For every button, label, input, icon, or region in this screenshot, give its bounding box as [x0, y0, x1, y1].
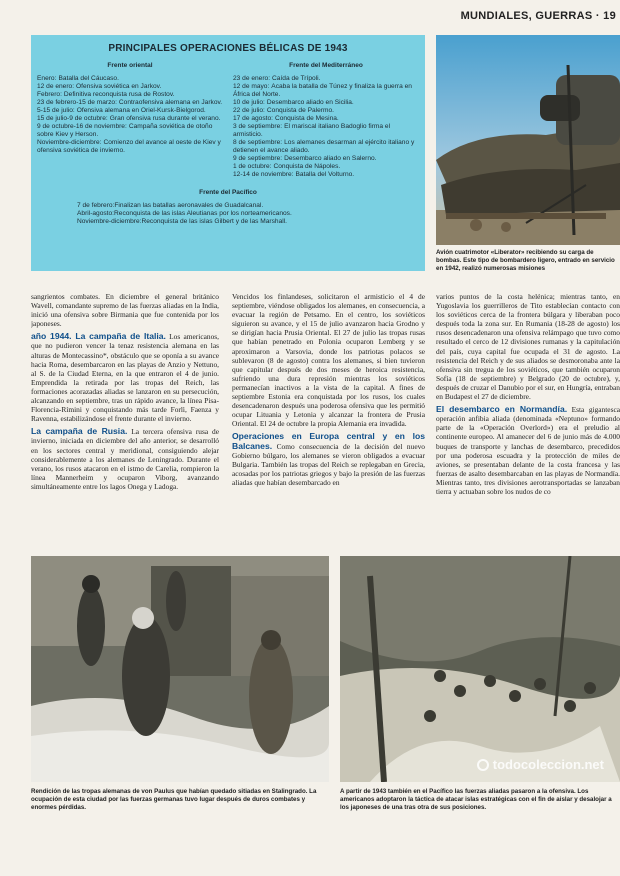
operation-date: 12 de enero: [37, 83, 75, 90]
operation-date: Noviembre-diciembre: [77, 218, 142, 225]
paragraph: Como consecuencia de la decisión del nuevo Gobierno búlgaro, los alemanes se vieron obligados a evacuar Bulgaria. También las tropas del Reich se replegaban en Grecia, acosadas por los patriotas griegos y bajo la presión de las fuerzas aliadas que habían desembarcado en [232, 441, 425, 487]
operation-item [37, 107, 223, 115]
running-head: MUNDIALES, GUERRAS · 19 [460, 10, 616, 22]
operation-date: Enero: [37, 75, 57, 82]
operation-item [233, 99, 419, 107]
operations-box [31, 35, 425, 271]
operation-text: Batalla del Volturno. [295, 171, 355, 178]
watermark [477, 757, 604, 772]
pacific-photo [340, 556, 620, 782]
operation-date: 23 de enero: [233, 75, 271, 82]
operation-date: 9 de octubre-16 de noviembre: [37, 123, 127, 130]
operation-date: 7 de febrero: [77, 202, 115, 209]
operation-date: 8 de septiembre: [233, 139, 283, 146]
operation-item [37, 83, 223, 91]
operation-text: Reconquista de las islas Gilbert y de las Marshall. [141, 218, 287, 225]
operation-text: Gran ofensiva rusa durante el verano. [109, 115, 221, 122]
operation-date: 15 de julio-9 de octubre: [37, 115, 108, 122]
operation-text: Conquista de Palermo. [266, 107, 334, 114]
section-heading: Operaciones en Europa central y en los Balcanes. [232, 431, 425, 451]
eastern-front-column [37, 62, 223, 179]
operation-text: Desembarco aliado en Sicilia. [266, 99, 354, 106]
operation-date: 3 de septiembre: [233, 123, 283, 130]
operation-text: Desembarco aliado en Salerno. [284, 155, 377, 162]
section-heading: El desembarco en Normandía. [436, 404, 568, 415]
operation-text: Ofensiva soviética en Jarkov. [76, 83, 162, 90]
operation-item [233, 171, 419, 179]
pacific-front-list [37, 202, 419, 226]
operation-date: 10 de julio: [233, 99, 265, 106]
mediterranean-front-heading: Frente del Mediterráneo [289, 62, 363, 69]
operation-item [37, 75, 223, 83]
operation-date: Febrero: [37, 91, 62, 98]
operation-date: 17 de agosto: [233, 115, 273, 122]
text-column-1 [31, 292, 219, 544]
operations-title: PRINCIPALES OPERACIONES BÉLICAS DE 1943 [108, 43, 348, 54]
operation-text: Conquista de Nápoles. [273, 163, 341, 170]
text-column-2 [232, 292, 425, 544]
operation-text: Conquista de Mesina. [274, 115, 339, 122]
paragraph: sangrientos combates. En diciembre el general británico Wavell, comandante supremo de las fuerzas aliadas en la India, inició una ofensiva sobre Birmania que fue contenida por los japoneses. [31, 292, 219, 329]
watermark-logo-icon [477, 759, 489, 771]
operation-date: 1 de octubre: [233, 163, 272, 170]
section-heading: año 1944. La campaña de Italia. [31, 331, 166, 342]
pacific-caption: A partir de 1943 también en el Pacífico las fuerzas aliadas pasaron a la ofensiva. Los americanos adoptaron la táctica de atacar islas estratégicas con el fin de aislar y desalojar a los japoneses de una tras otra de sus posiciones. [340, 788, 612, 811]
operation-date: 9 de septiembre: [233, 155, 283, 162]
operation-text: Batalla del Cáucaso. [58, 75, 119, 82]
paragraph: Vencidos los finlandeses, solicitaron el armisticio el 4 de septiembre, viéndose obligados los alemanes, en consecuencia, a evacuar la región de Petsamo. En el centro, los soviéticos siguieron su avance, y el 15 de julio avanzaron hacia Grodno y se dirigían hacia Prusia Oriental. El 27 de julio las tropas rusas que habían penetrado en Polonia ocuparon Lemberg y se aproximaron a Varsovia, donde los patriotas polacos se sublevaron (8 de agosto) contra los alemanes, si bien tuvieron que capitular después de dos meses de heroica resistencia, sufriendo una dura represión mientras los soviéticos permanecían inactivos a la vista de la capital. A fines de septiembre Estonia era conquistada por los rusos, los cuales desencadenaron después una poderosa ofensiva que les permitió ocupar Lituania y Letonia y alcanzar la frontera de Prusia Oriental. El 24 de octubre la propia Alemania era invadida. [232, 292, 425, 429]
operation-item [37, 99, 223, 107]
operation-text: Contraofensiva alemana en Jarkov. [118, 99, 223, 106]
operation-text: Campaña soviética de otoño sobre Kiev y Herson. [37, 123, 213, 138]
bomber-photo [436, 35, 620, 245]
operation-date: 12 de mayo: [233, 83, 270, 90]
paragraph: La tercera ofensiva rusa de invierno, iniciada en diciembre del año anterior, se desarrolló en los sectores central y meridional, consiguiendo alejar considerablemente a los alemanes de Leningrado. Durante el verano, los rusos atacaron en el istmo de Carelia, rompieron la línea Mannerheim y ocuparon Viborg, avanzando simultáneamente entre los lagos Onega y Ladoga. [31, 427, 219, 491]
operation-date: Abril-agosto: [77, 210, 115, 217]
operation-date: 5-15 de julio: [37, 107, 75, 114]
paragraph: Los americanos, que no pudieron vencer la tenaz resistencia alemana en las alturas de Montecassino*, obstáculo que se oponía a su avance hacia Roma, desembarcaron en las playas de Anzio y Nettuno, al S. de la Ciudad Eterna, en la que entraron el 4 de junio. Emprendida la retirada por las tropas del Reich, las formaciones acorazadas aliadas se lanzaron en su persecución, alcanzando en septiembre, tras un rápido avance, la línea Pisa-Florencia-Rímini y conquistando más tarde Forlì, Faenza y Ravenna, estabilizándose el frente durante el invierno. [31, 332, 219, 424]
operation-item [77, 202, 419, 210]
paragraph: Esta gigantesca operación anfibia aliada (denominada «Neptuno» formando parte de la «Operación Overlord») era el preludio al continente europeo. Al amanecer del 6 de junio más de 4.000 buques de transporte y lanchas de desembarco, precedidos por una poderosa escuadra y la protección de miles de aviones, se presentaban delante de la costa francesa y las fuerzas de asalto desembarcaban en las playas de Normandía. Mientras tanto, tres divisiones aerotransportadas se lanzaban tierra y actuaban sobre los nudos de co [436, 405, 620, 496]
operation-item [233, 139, 419, 155]
operation-text: Finalizan las batallas aeronavales de Guadalcanal. [114, 202, 264, 209]
stalingrad-photo [31, 556, 329, 782]
operation-text: Caída de Trípoli. [272, 75, 321, 82]
operation-item [233, 107, 419, 115]
operation-text: Los alemanes desarman al ejército italiano y detienen el avance aliado. [233, 139, 415, 154]
operation-text: El mariscal italiano Badoglio firma el armisticio. [233, 123, 391, 138]
operation-text: Acaba la batalla de Túnez y finaliza la guerra en África del Norte. [233, 83, 412, 98]
operation-item [37, 115, 223, 123]
operation-item [233, 75, 419, 83]
operation-item [233, 123, 419, 139]
operation-date: 12-14 de noviembre: [233, 171, 294, 178]
operation-item [37, 123, 223, 139]
text-column-3 [436, 292, 620, 544]
operation-text: Ofensiva alemana en Oriel-Kursk-Bielgorod. [76, 107, 206, 114]
watermark-text: todocoleccion.net [492, 757, 604, 772]
section-heading: La campaña de Rusia. [31, 426, 128, 437]
bomber-caption: Avión cuatrimotor «Liberator» recibiendo su carga de bombas. Este tipo de bombardero ligero, entrado en servicio en 1942, realizó numerosas misiones [436, 249, 615, 272]
operation-item [37, 139, 223, 155]
operation-date: 23 de febrero-15 de marzo: [37, 99, 117, 106]
pacific-front-heading: Frente del Pacífico [199, 189, 257, 196]
paragraph: varios puntos de la costa helénica; mientras tanto, en Yugoslavia los guerrilleros de Tito establecían contacto con los soviéticos cerca de la frontera búlgara y liberaban poco después toda la zona sur. En Rumania (18-28 de agosto) los rusos desencadenaron una ofensiva relámpago que tuvo como resultado el cerco de 12 divisiones rumanas y la capitulación del país, cuya capital fue ocupada el 31 de agosto. La resistencia del Reich y de sus aliados se desmoronaba ante la ofensiva sin tregua de los soviéticos, que también ocuparon Sofía (18 de septiembre) y Belgrado (20 de octubre), y, después de cruzar el Danubio por el sur, en Hungría, entraban en Budapest el 27 de diciembre. [436, 292, 620, 402]
operation-item [233, 115, 419, 123]
eastern-front-list [37, 75, 223, 155]
operation-date: Noviembre-diciembre: [37, 139, 102, 146]
operation-item [77, 218, 419, 226]
operation-item [37, 91, 223, 99]
stalingrad-caption: Rendición de las tropas alemanas de von Paulus que habían quedado sitiadas en Stalingrado. La ocupación de esta ciudad por las fuerzas germanas tuvo lugar después de duros combates y enormes pérdidas. [31, 788, 317, 811]
operation-item [233, 163, 419, 171]
operation-item [233, 155, 419, 163]
mediterranean-front-column [233, 62, 419, 179]
eastern-front-heading: Frente oriental [107, 62, 153, 69]
operation-text: Comienzo del avance al oeste de Kiev y ofensiva soviética de invierno. [37, 139, 221, 154]
operation-item [77, 210, 419, 218]
operation-text: Reconquista de las islas Aleutianas por los norteamericanos. [114, 210, 292, 217]
operation-item [233, 83, 419, 99]
operation-date: 22 de julio: [233, 107, 265, 114]
operation-text: Definitiva reconquista rusa de Rostov. [63, 91, 175, 98]
mediterranean-front-list [233, 75, 419, 179]
